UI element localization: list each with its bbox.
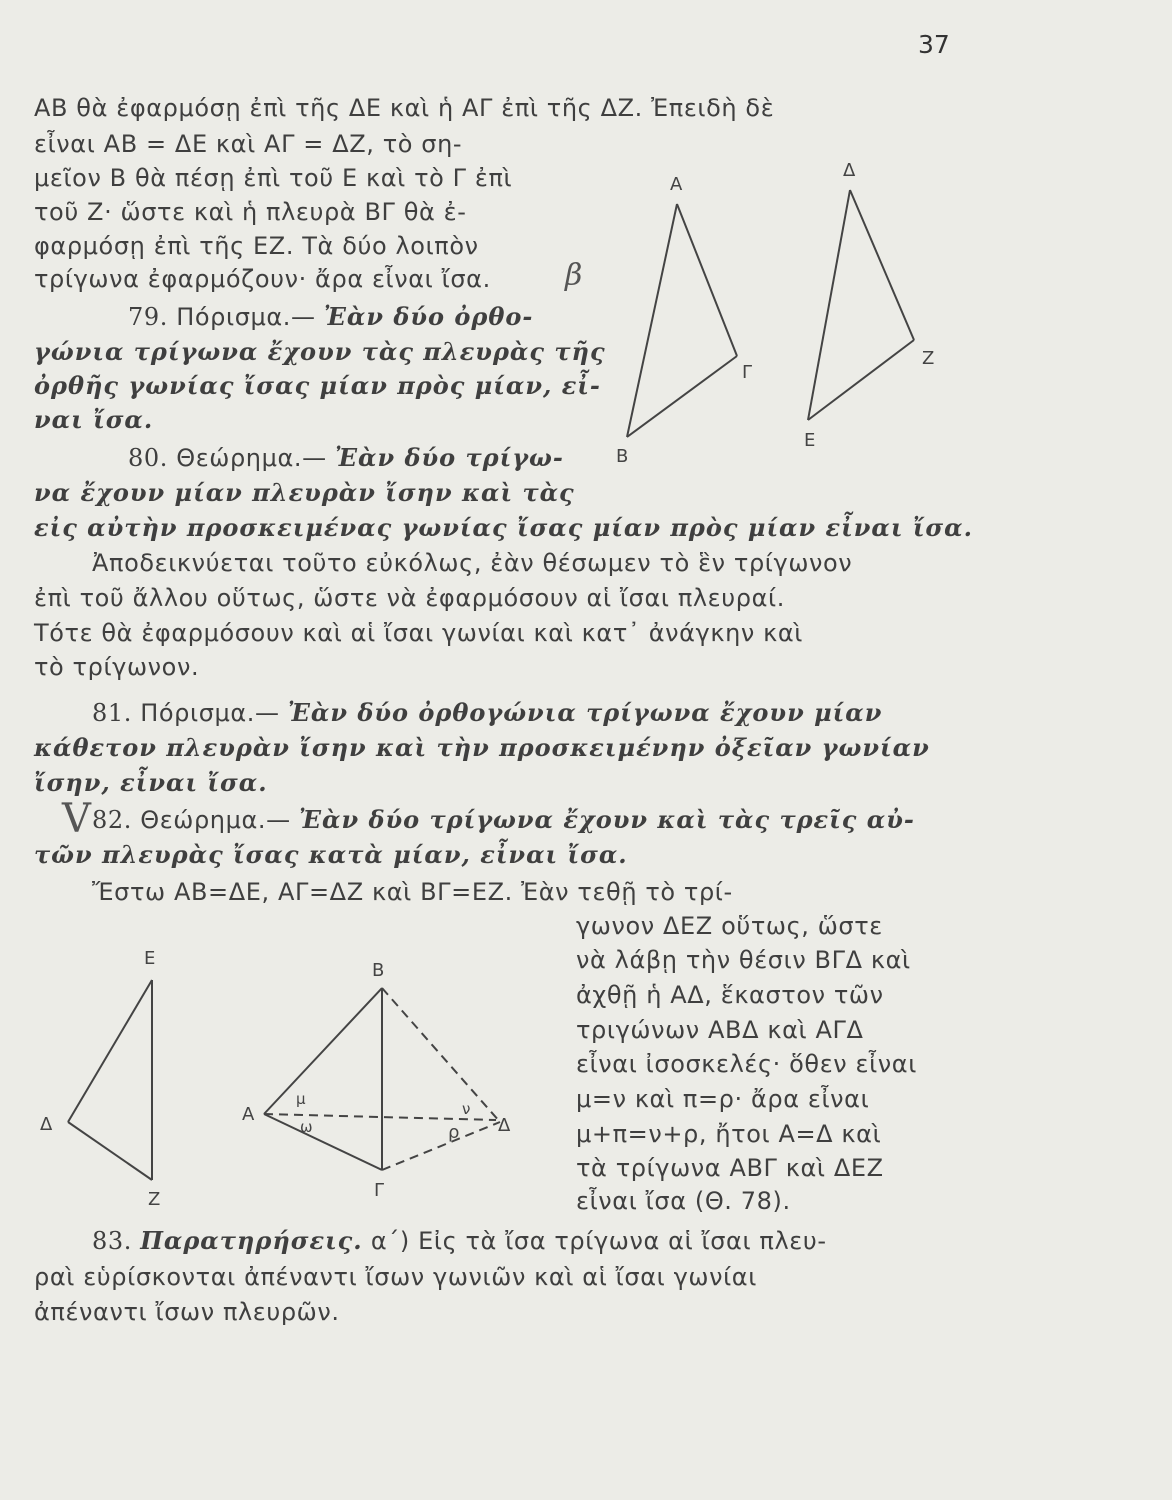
paragraph-number: 79. <box>128 303 168 331</box>
label-delta-lower: Δ <box>40 1114 53 1135</box>
handwritten-mark: β <box>565 258 583 293</box>
text-line: νὰ λάβῃ τὴν θέσιν ΒΓΔ καὶ <box>576 946 911 974</box>
paragraph-text: Ἐὰν δύο τρίγω- <box>334 443 564 472</box>
text-line: εἰς αὐτὴν προσκειμένας γωνίας ἴσας μίαν πρὸς μίαν εἶναι ἴσα. <box>34 513 973 542</box>
label-alpha-lower: Α <box>242 1104 255 1125</box>
text-line: Ἀποδεικνύεται τοῦτο εὐκόλως, ἐὰν θέσωμεν τὸ ἓν τρίγωνον <box>92 549 853 577</box>
angle-label-omega: ω <box>300 1118 313 1136</box>
text-line: τοῦ Ζ· ὥστε καὶ ἡ πλευρὰ ΒΓ θὰ ἐ- <box>34 198 467 226</box>
text-line: ὀρθῆς γωνίας ἴσας μίαν πρὸς μίαν, εἶ- <box>34 371 601 400</box>
text-line: ἐπὶ τοῦ ἄλλου οὕτως, ὥστε νὰ ἐφαρμόσουν αἱ ἴσαι πλευραί. <box>34 584 785 612</box>
text-line: φαρμόσῃ ἐπὶ τῆς ΕΖ. Τὰ δύο λοιπὸν <box>34 232 479 260</box>
paragraph-label: Θεώρημα.— <box>140 806 291 834</box>
label-zeta-lower: Ζ <box>148 1189 161 1210</box>
check-mark-icon: V <box>62 796 91 842</box>
text-line: τὸ τρίγωνον. <box>34 653 200 681</box>
label-delta-right: Δ <box>498 1115 511 1136</box>
paragraph-number: 81. <box>92 699 132 727</box>
label-epsilon: Ε <box>804 430 816 451</box>
text-line: Ἔστω ΑΒ=ΔΕ, ΑΓ=ΔΖ καὶ ΒΓ=ΕΖ. Ἐὰν τεθῇ τὸ τρί- <box>92 878 733 906</box>
text-line: γωνον ΔΕΖ οὕτως, ὥστε <box>576 912 883 940</box>
text-line: ἀχθῇ ἡ ΑΔ, ἕκαστον τῶν <box>576 981 884 1009</box>
text-line: εἶναι ἴσα (Θ. 78). <box>576 1187 791 1215</box>
text-line: να ἔχουν μίαν πλευρὰν ἴσην καὶ τὰς <box>34 478 575 507</box>
text-line: ἴσην, εἶναι ἴσα. <box>34 768 268 797</box>
label-beta-lower: Β <box>372 960 385 981</box>
text-line: γώνια τρίγωνα ἔχουν τὰς πλευρὰς τῆς <box>34 337 606 366</box>
paragraph-text: Ἐὰν δύο τρίγωνα ἔχουν καὶ τὰς τρεῖς αὐ- <box>298 805 915 834</box>
angle-label-mu: μ <box>296 1090 306 1108</box>
text-line: μ=ν καὶ π=ρ· ἄρα εἶναι <box>576 1085 870 1113</box>
text-line: τὰ τρίγωνα ΑΒΓ καὶ ΔΕΖ <box>576 1154 884 1182</box>
paragraph-label: Παρατηρήσεις. <box>140 1226 363 1255</box>
text-line: ΑΒ θὰ ἐφαρμόσῃ ἐπὶ τῆς ΔΕ καὶ ἡ ΑΓ ἐπὶ τῆς ΔΖ. Ἐπειδὴ δὲ <box>34 94 775 122</box>
label-alpha: Α <box>670 174 683 195</box>
paragraph-label: Πόρισμα.— <box>140 699 280 727</box>
paragraph-number: 82. <box>92 806 132 834</box>
text-line: τριγώνων ΑΒΔ καὶ ΑΓΔ <box>576 1016 864 1044</box>
text-line: τῶν πλευρὰς ἴσας κατὰ μίαν, εἶναι ἴσα. <box>34 840 628 869</box>
triangle-abg <box>627 204 737 437</box>
paragraph-text: α΄) Εἰς τὰ ἴσα τρίγωνα αἱ ἴσαι πλευ- <box>370 1227 827 1255</box>
angle-label-nu: ν <box>462 1100 471 1118</box>
text-line: ραὶ εὑρίσκονται ἀπέναντι ἴσων γωνιῶν καὶ αἱ ἴσαι γωνίαι <box>34 1263 757 1291</box>
label-epsilon-lower: Ε <box>144 948 156 969</box>
text-line: μεῖον Β θὰ πέσῃ ἐπὶ τοῦ Ε καὶ τὸ Γ ἐπὶ <box>34 164 513 192</box>
label-gamma-lower: Γ <box>374 1180 385 1201</box>
paragraph-number: 80. <box>128 444 168 472</box>
text-line: ναι ἴσα. <box>34 405 154 434</box>
text-line: εἶναι ΑΒ = ΔΕ καὶ ΑΓ = ΔΖ, τὸ ση- <box>34 130 463 158</box>
paragraph-text: Ἐὰν δύο ὀρθο- <box>323 302 534 331</box>
label-gamma: Γ <box>742 362 753 383</box>
text-line: τρίγωνα ἐφαρμόζουν· ἄρα εἶναι ἴσα. <box>34 265 491 293</box>
text-line: κάθετον πλευρὰν ἴσην καὶ τὴν προσκειμένην ὀξεῖαν γωνίαν <box>34 733 930 762</box>
paragraph-label: Θεώρημα.— <box>176 444 327 472</box>
paragraph-label: Πόρισμα.— <box>176 303 316 331</box>
label-beta: Β <box>616 446 629 467</box>
angle-label-rho: ρ <box>448 1122 460 1143</box>
page-number: 37 <box>918 30 950 59</box>
paragraph-text: Ἐὰν δύο ὀρθογώνια τρίγωνα ἔχουν μίαν <box>287 698 883 727</box>
triangle-dez-lower <box>68 980 152 1180</box>
text-line: μ+π=ν+ρ, ἤτοι Α=Δ καὶ <box>576 1120 882 1148</box>
label-zeta: Ζ <box>922 348 935 369</box>
triangle-dez <box>808 190 914 420</box>
paragraph-number: 83. <box>92 1227 132 1255</box>
triangle-abg-lower <box>264 988 382 1170</box>
text-line: εἶναι ἰσοσκελές· ὅθεν εἶναι <box>576 1050 917 1078</box>
text-line: Τότε θὰ ἐφαρμόσουν καὶ αἱ ἴσαι γωνίαι καὶ κατ᾿ ἀνάγκην καὶ <box>34 619 804 647</box>
label-delta: Δ <box>843 160 856 181</box>
text-line: ἀπέναντι ἴσων πλευρῶν. <box>34 1298 340 1326</box>
